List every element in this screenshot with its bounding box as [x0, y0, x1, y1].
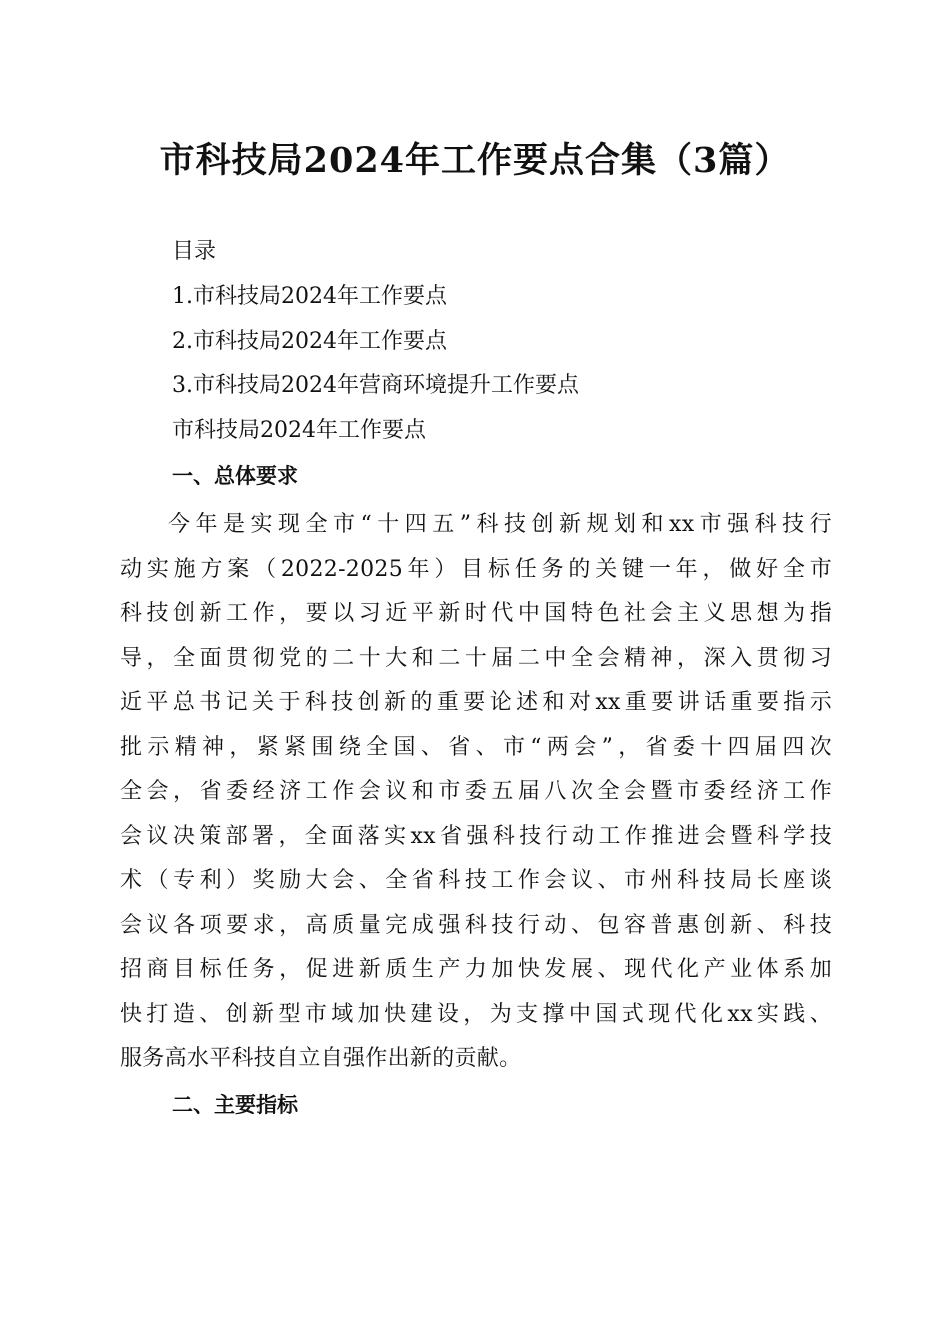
toc-heading: 目录	[172, 239, 217, 264]
toc-item: 2.市科技局2024年工作要点	[172, 329, 447, 354]
paragraph-line: 服务高水平科技自立自强作出新的贡献。	[120, 1046, 522, 1071]
paragraph-line: 术（专利）奖励大会、全省科技工作会议、市州科技局长座谈	[120, 868, 832, 893]
document-title: 市科技局2024年工作要点合集（3篇）	[159, 140, 791, 181]
paragraph-line: 招商目标任务，促进新质生产力加快发展、现代化产业体系加	[120, 957, 832, 982]
paragraph-line: 全会，省委经济工作会议和市委五届八次全会暨市委经济工作	[120, 779, 832, 804]
paragraph-line: 会议各项要求，高质量完成强科技行动、包容普惠创新、科技	[120, 912, 832, 938]
body-paragraph	[120, 503, 832, 1082]
section-heading-1: 一、总体要求	[172, 464, 298, 488]
section-title: 市科技局2024年工作要点	[172, 418, 426, 443]
paragraph-line: 科技创新工作，要以习近平新时代中国特色社会主义思想为指	[120, 601, 832, 626]
paragraph-line: 批示精神，紧紧围绕全国、省、市“两会”，省委十四届四次	[120, 734, 832, 760]
toc-item: 3.市科技局2024年营商环境提升工作要点	[172, 373, 579, 398]
paragraph-line: 今年是实现全市“十四五”科技创新规划和xx市强科技行	[168, 512, 832, 537]
paragraph-line: 动实施方案（2022-2025年）目标任务的关键一年，做好全市	[120, 556, 832, 582]
paragraph-line: 会议决策部署，全面落实xx省强科技行动工作推进会暨科学技	[120, 823, 832, 849]
paragraph-line: 近平总书记关于科技创新的重要论述和对xx重要讲话重要指示	[120, 690, 832, 715]
paragraph-line: 快打造、创新型市域加快建设，为支撑中国式现代化xx实践、	[120, 1001, 832, 1027]
section-heading-2: 二、主要指标	[172, 1093, 298, 1117]
toc-item: 1.市科技局2024年工作要点	[172, 284, 447, 309]
paragraph-line: 导，全面贯彻党的二十大和二十届二中全会精神，深入贯彻习	[120, 645, 832, 671]
